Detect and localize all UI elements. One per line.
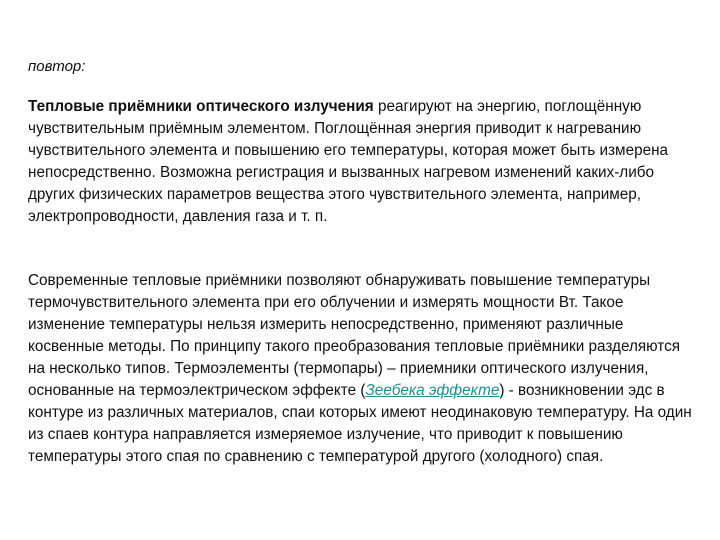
seebeck-effect-link[interactable]: Зеебека эффекте (365, 382, 500, 399)
paragraph-modern-receivers (28, 270, 700, 468)
term-heading: Тепловые приёмники оптического излучения (28, 98, 374, 115)
paragraph-thermal-receivers (28, 96, 700, 228)
paragraph-2-text-before: Современные тепловые приёмники позволяют обнаруживать повышение температуры термочувствительного элемента при его облучении и измерять мощности Вт. Такое изменение температуры нельзя измерить непосредственно, применяют различные косвенные методы. По принципу такого преобразования тепловые приёмники разделяются на несколько типов. Термоэлементы (термопары) – приемники оптического излучения, основанные на термоэлектрическом эффекте ( (28, 272, 681, 399)
repeat-label: повтор: (28, 58, 86, 75)
paragraph-1-text: реагируют на энергию, поглощённую чувствительным приёмным элементом. Поглощённая энергия приводит к нагреванию чувствительного элемента и повышению его температуры, которая может быть измерена непосредственно. Возможна регистрация и вызванных нагревом изменений каких-либо других физических параметров вещества этого чувствительного элемента, например, электропроводности, давления газа и т. п. (28, 98, 669, 225)
paragraph-2-text-after: ) - возникновении эдс в контуре из различных материалов, спаи которых имеют неодинаковую температуру. На один из спаев контура направляется измеряемое излучение, что приводит к повышению температуры этого спая по сравнению с температурой другого (холодного) спая. (28, 382, 692, 465)
